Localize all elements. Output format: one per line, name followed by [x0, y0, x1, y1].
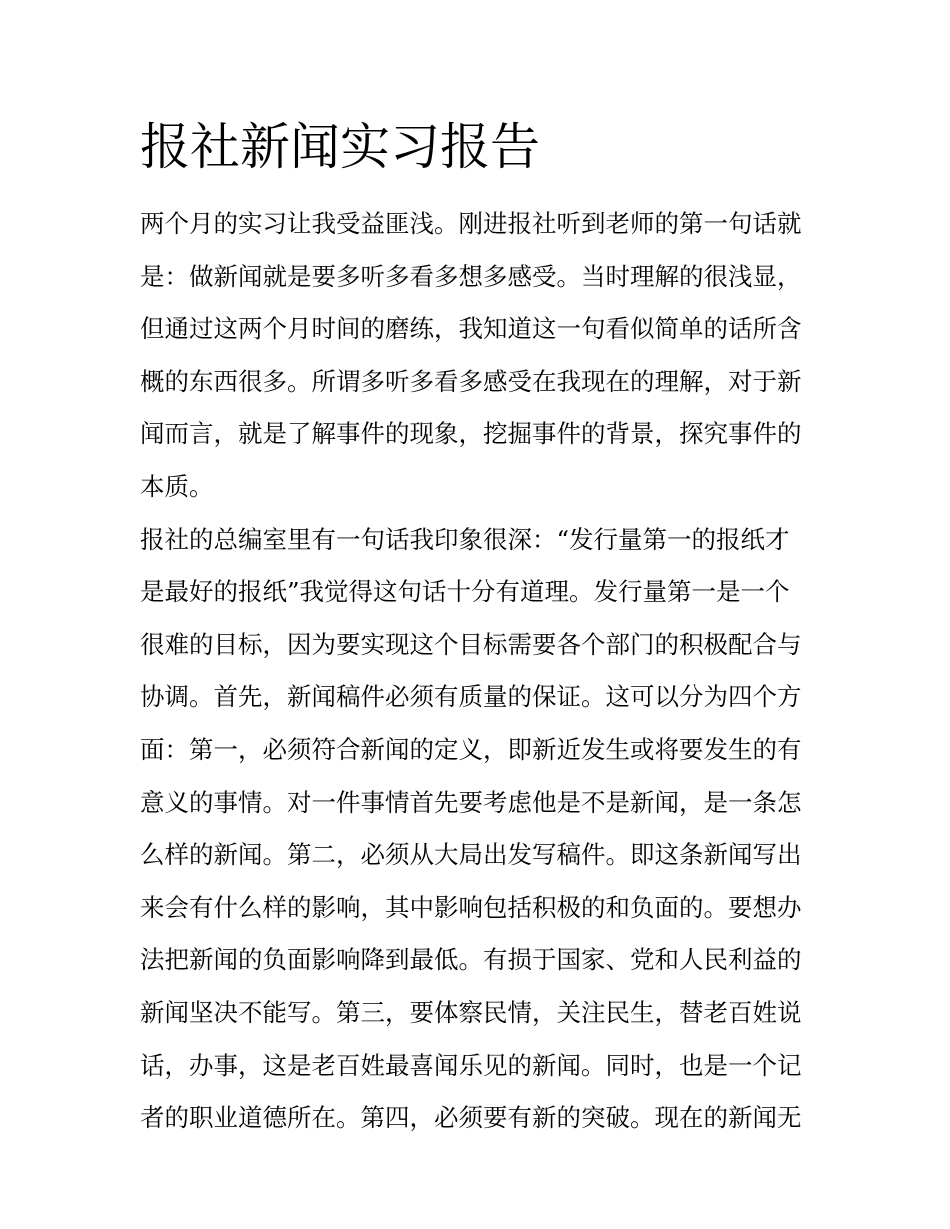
paragraph-1: [140, 198, 820, 514]
text-line: 新闻坚决不能写。第三，要体察民情，关注民生，替老百姓说: [140, 997, 802, 1027]
paragraph-2: [140, 514, 820, 1145]
text-line: 协调。首先，新闻稿件必须有质量的保证。这可以分为四个方: [140, 682, 802, 712]
text-line: 闻而言，就是了解事件的现象，挖掘事件的背景，探究事件的: [140, 419, 802, 449]
text-line: 来会有什么样的影响，其中影响包括积极的和负面的。要想办: [140, 892, 802, 922]
text-line: 么样的新闻。第二，必须从大局出发写稿件。即这条新闻写出: [140, 840, 802, 870]
text-line: 很难的目标，因为要实现这个目标需要各个部门的积极配合与: [140, 629, 802, 659]
text-line: 话，办事，这是老百姓最喜闻乐见的新闻。同时，也是一个记: [140, 1050, 802, 1080]
text-line: 两个月的实习让我受益匪浅。刚进报社听到老师的第一句话就: [140, 209, 802, 238]
text-line: 概的东西很多。所谓多听多看多感受在我现在的理解，对于新: [140, 366, 802, 396]
text-line: 者的职业道德所在。第四，必须要有新的突破。现在的新闻无: [140, 1103, 802, 1133]
text-line: 本质。: [140, 471, 214, 501]
document-title: 报社新闻实习报告: [140, 118, 540, 176]
text-line: 面：第一，必须符合新闻的定义，即新近发生或将要发生的有: [140, 734, 802, 764]
text-line: 报社的总编室里有一句话我印象很深：“发行量第一的报纸才: [140, 524, 790, 554]
text-line: 是：做新闻就是要多听多看多想多感受。当时理解的很浅显，: [140, 261, 802, 291]
text-line: 但通过这两个月时间的磨练，我知道这一句看似简单的话所含: [140, 314, 802, 344]
text-line: 意义的事情。对一件事情首先要考虑他是不是新闻，是一条怎: [140, 787, 802, 817]
text-line: 法把新闻的负面影响降到最低。有损于国家、党和人民利益的: [140, 945, 802, 975]
document-body: [140, 198, 820, 1145]
text-line: 是最好的报纸”我觉得这句话十分有道理。发行量第一是一个: [140, 577, 790, 607]
